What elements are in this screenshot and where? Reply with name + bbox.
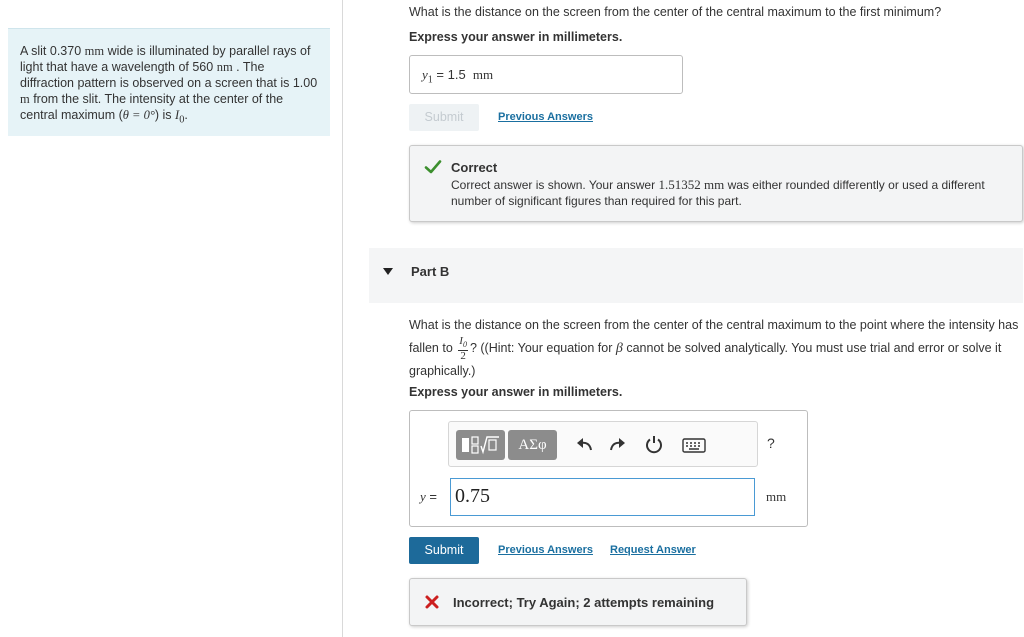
- feedback-text: was either rounded differently or used a different number of significant figures than required for this part.: [451, 178, 985, 208]
- equals-sign: =: [432, 67, 448, 82]
- part-b-feedback: [409, 578, 747, 626]
- help-button[interactable]: ?: [767, 435, 775, 451]
- math-toolbar: [448, 421, 775, 467]
- theta-expression: θ = 0°: [122, 108, 155, 122]
- caret-down-icon[interactable]: [383, 268, 393, 275]
- wavelength-value: 560: [192, 60, 214, 74]
- feedback-answer-unit: mm: [704, 177, 725, 192]
- part-a-instruction: Express your answer in millimeters.: [409, 30, 623, 44]
- panel-divider: [342, 0, 343, 637]
- problem-text: A slit: [20, 44, 50, 58]
- feedback-title: Correct: [451, 160, 498, 175]
- answer-label: y: [422, 67, 428, 82]
- half-intensity-fraction: [458, 336, 468, 361]
- problem-text: ) is: [154, 108, 176, 122]
- part-b-previous-answers-link[interactable]: Previous Answers: [498, 544, 593, 556]
- part-a-answer-value: 1.5: [447, 67, 466, 82]
- undo-icon[interactable]: [573, 434, 595, 456]
- feedback-text: Incorrect; Try Again; 2 attempts remaining: [453, 595, 715, 610]
- answer-symbol: y: [420, 489, 426, 504]
- part-b-instruction: Express your answer in millimeters.: [409, 385, 623, 399]
- greek-symbols-button[interactable]: ΑΣφ: [508, 430, 557, 460]
- x-icon: [424, 594, 440, 610]
- part-b-title: Part B: [411, 264, 450, 279]
- wavelength-unit: nm: [216, 60, 233, 74]
- question-text: ? ((Hint: Your equation for: [469, 340, 616, 355]
- problem-text: wide is illuminated by parallel rays of light that have a wavelength of: [20, 44, 311, 74]
- part-a-question: What is the distance on the screen from the center of the central maximum to the first minimum?: [409, 5, 942, 19]
- question-text: cannot be solved analytically. You must use trial and error or solve it graphically.): [409, 340, 1002, 379]
- templates-icon: [456, 430, 505, 460]
- part-b-request-answer-link[interactable]: Request Answer: [610, 544, 696, 556]
- fraction-numerator-subscript: 0: [462, 340, 467, 350]
- distance-unit: m: [20, 92, 30, 106]
- beta-symbol: β: [615, 340, 623, 356]
- fraction-numerator: I: [459, 335, 463, 347]
- distance-value: 1.00: [292, 76, 318, 90]
- problem-text: .: [184, 108, 188, 122]
- problem-statement: [8, 28, 330, 136]
- slit-width-unit: mm: [84, 44, 105, 58]
- part-b-answer-area: [409, 410, 808, 527]
- part-a-answer-display: [409, 55, 683, 94]
- intensity-subscript: 0: [179, 114, 185, 126]
- part-a-answer-unit: mm: [472, 67, 494, 82]
- feedback-answer-value: 1.51352: [658, 177, 701, 192]
- equals-sign: =: [425, 489, 437, 504]
- feedback-text: Correct answer is shown. Your answer: [451, 178, 659, 192]
- part-b-submit-button[interactable]: Submit: [409, 537, 479, 564]
- reset-icon[interactable]: [643, 434, 665, 456]
- answer-label-subscript: 1: [427, 74, 433, 86]
- part-b-answer-input[interactable]: 0.75: [450, 478, 755, 516]
- part-b-unit: mm: [766, 489, 787, 504]
- templates-button[interactable]: [456, 430, 505, 460]
- slit-width-value: 0.370: [49, 44, 82, 58]
- intensity-symbol: I: [175, 108, 180, 122]
- fraction-denominator: 2: [460, 350, 466, 363]
- problem-text: from the slit. The intensity at the center of the central maximum (: [20, 92, 284, 122]
- part-a-previous-answers-link[interactable]: Previous Answers: [498, 111, 593, 123]
- feedback-detail: [451, 177, 1011, 209]
- question-text: What is the distance on the screen from the center of the central maximum to the point where the intensity has fallen to: [409, 318, 1019, 355]
- part-a-feedback: [409, 145, 1023, 222]
- part-b-question: [409, 315, 1023, 382]
- check-icon: [424, 158, 442, 176]
- part-a-submit-button[interactable]: Submit: [409, 104, 479, 131]
- part-b-header[interactable]: [369, 248, 1023, 303]
- answer-label: [420, 489, 437, 505]
- keyboard-icon[interactable]: [682, 434, 706, 456]
- problem-text: . The diffraction pattern is observed on a screen that is: [20, 60, 293, 90]
- redo-icon[interactable]: [607, 434, 629, 456]
